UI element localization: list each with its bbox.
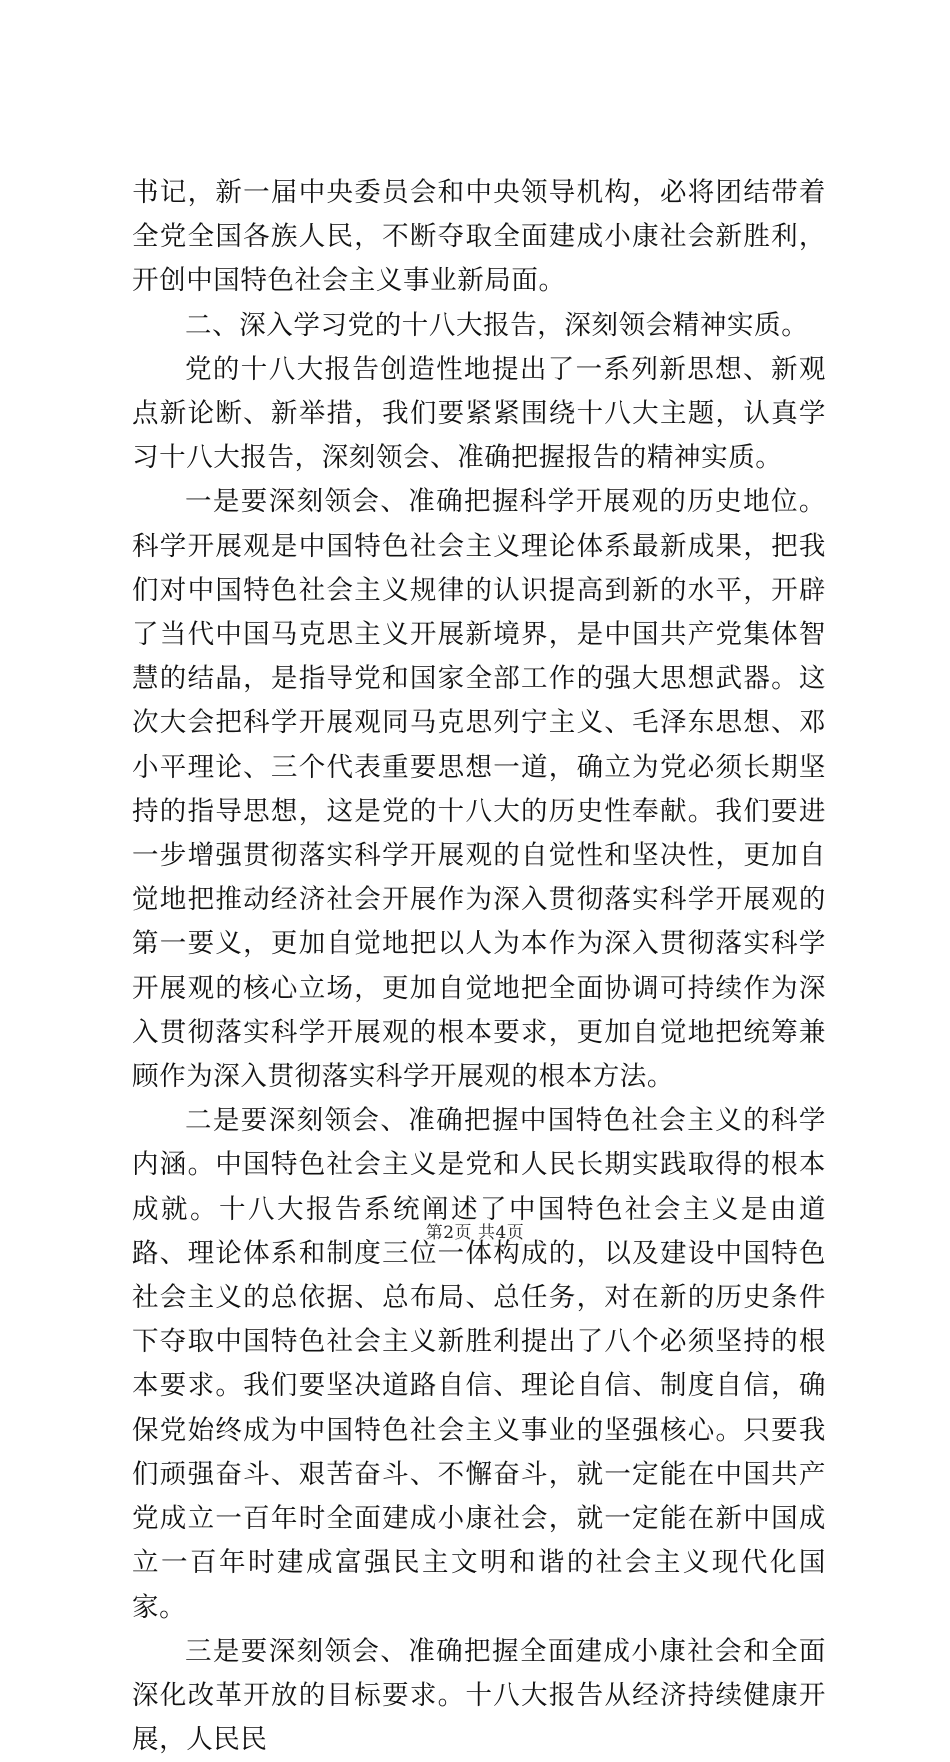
- section-heading: 二、深入学习党的十八大报告，深刻领会精神实质。: [185, 309, 809, 341]
- paragraph-continuation: 书记，新一届中央委员会和中央领导机构，必将团结带着全党全国各族人民，不断夺取全面建成小康社会新胜利，开创中国特色社会主义事业新局面。: [132, 177, 826, 297]
- paragraph: 三是要深刻领会、准确把握全面建成小康社会和全面深化改革开放的目标要求。十八大报告从经济持续健康开展，人民民: [132, 1635, 826, 1756]
- paragraph: 党的十八大报告创造性地提出了一系列新思想、新观点新论断、新举措，我们要紧紧围绕十八大主题，认真学习十八大报告，深刻领会、准确把握报告的精神实质。: [132, 353, 826, 474]
- paragraph: 一是要深刻领会、准确把握科学开展观的历史地位。科学开展观是中国特色社会主义理论体系最新成果，把我们对中国特色社会主义规律的认识提高到新的水平，开辟了当代中国马克思主义开展新境界，是中国共产党集体智慧的结晶，是指导党和国家全部工作的强大思想武器。这次大会把科学开展观同马克思列宁主义、毛泽东思想、邓小平理论、三个代表重要思想一道，确立为党必须长期坚持的指导思想，这是党的十八大的历史性奉献。我们要进一步增强贯彻落实科学开展观的自觉性和坚决性，更加自觉地把推动经济社会开展作为深入贯彻落实科学开展观的第一要义，更加自觉地把以人为本作为深入贯彻落实科学开展观的核心立场，更加自觉地把全面协调可持续作为深入贯彻落实科学开展观的根本要求，更加自觉地把统筹兼顾作为深入贯彻落实科学开展观的根本方法。: [132, 486, 826, 1093]
- document-body: [132, 171, 826, 1762]
- paragraph: 二是要深刻领会、准确把握中国特色社会主义的科学内涵。中国特色社会主义是党和人民长期实践取得的根本成就。十八大报告系统阐述了中国特色社会主义是由道路、理论体系和制度三位一体构成的，以及建设中国特色社会主义的总依据、总布局、总任务，对在新的历史条件下夺取中国特色社会主义新胜利提出了八个必须坚持的根本要求。我们要坚决道路自信、理论自信、制度自信，确保党始终成为中国特色社会主义事业的坚强核心。只要我们顽强奋斗、艰苦奋斗、不懈奋斗，就一定能在中国共产党成立一百年时全面建成小康社会，就一定能在新中国成立一百年时建成富强民主文明和谐的社会主义现代化国家。: [132, 1105, 826, 1623]
- page-number-footer: 第2页 共4页: [425, 1223, 525, 1243]
